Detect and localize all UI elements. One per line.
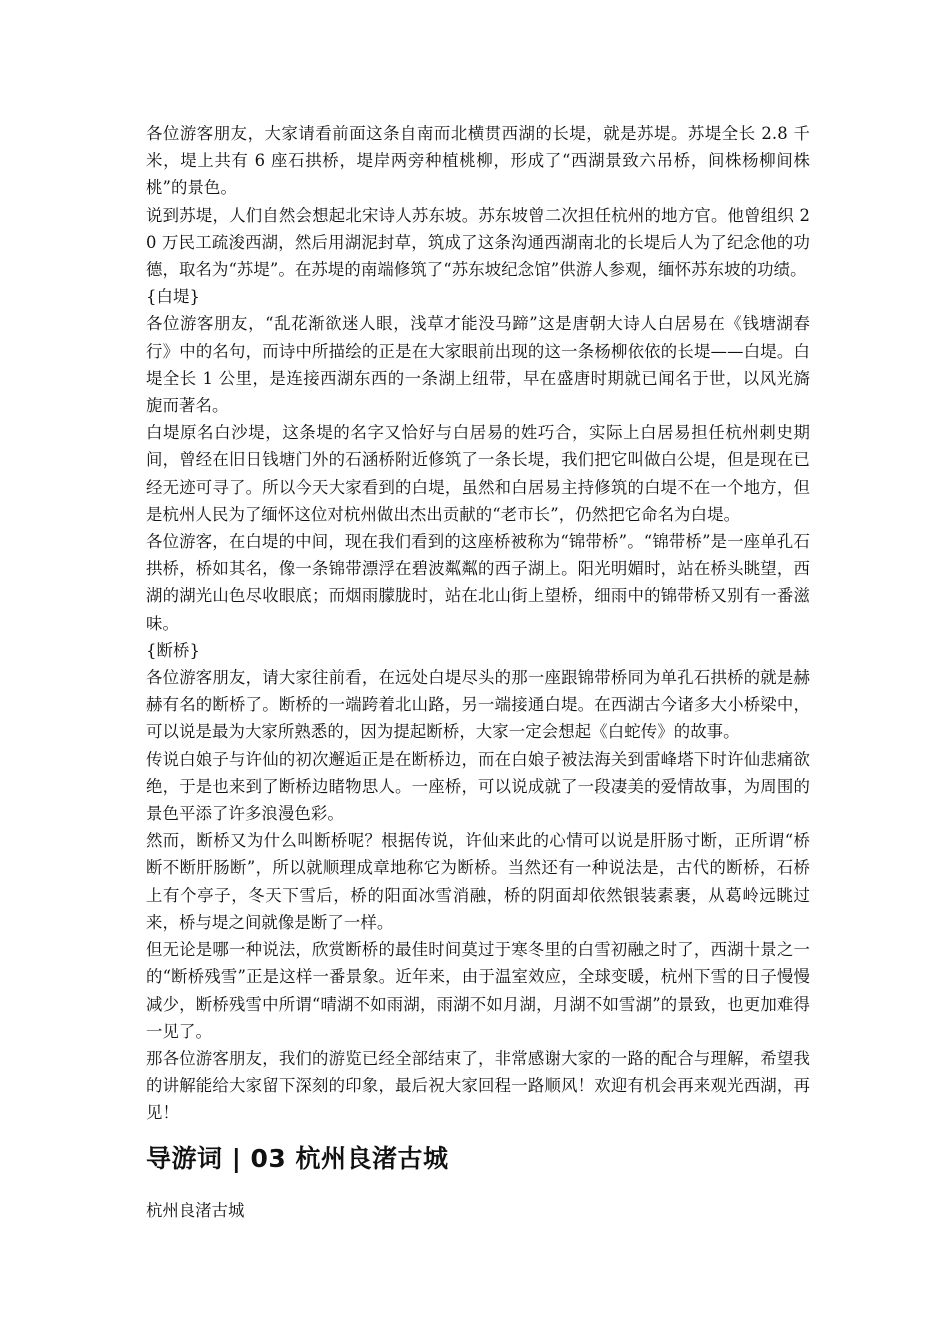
- paragraph-jindai-bridge: 各位游客，在白堤的中间，现在我们看到的这座桥被称为“锦带桥”。“锦带桥”是一座单孔石拱桥，桥如其名，像一条锦带漂浮在碧波粼粼的西子湖上。阳光明媚时，站在桥头眺望，西湖的湖光山色尽收眼底；而烟雨朦胧时，站在北山街上望桥，细雨中的锦带桥又别有一番滋味。: [146, 532, 810, 633]
- paragraph-farewell: 那各位游客朋友，我们的游览已经全部结束了，非常感谢大家的一路的配合与理解，希望我的讲解能给大家留下深刻的印象，最后祝大家回程一路顺风！欢迎有机会再来观光西湖，再见！: [146, 1048, 810, 1123]
- paragraph-broken-bridge-snow: 但无论是哪一种说法，欣赏断桥的最佳时间莫过于寒冬里的白雪初融之时了，西湖十景之一的“断桥残雪”正是这样一番景象。近年来，由于温室效应，全球变暖，杭州下雪的日子慢慢减少，断桥残雪中所谓“晴湖不如雨湖，雨湖不如月湖，月湖不如雪湖”的景致，也更加难得一见了。: [146, 940, 810, 1041]
- paragraph-broken-bridge-legend: 传说白娘子与许仙的初次邂逅正是在断桥边，而在白娘子被法海关到雷峰塔下时许仙悲痛欲绝，于是也来到了断桥边睹物思人。一座桥，可以说成就了一段凄美的爱情故事，为周围的景色平添了许多浪漫色彩。: [146, 749, 810, 824]
- paragraph-broken-bridge-name: 然而，断桥又为什么叫断桥呢？根据传说，许仙来此的心情可以说是肝肠寸断，正所谓“桥断不断肝肠断”，所以就顺理成章地称它为断桥。当然还有一种说法是，古代的断桥，石桥上有个亭子，冬天下雪后，桥的阳面冰雪消融，桥的阴面却依然银装素裹，从葛岭远眺过来，桥与堤之间就像是断了一样。: [146, 831, 810, 932]
- paragraph-bai-causeway-intro: 各位游客朋友，“乱花渐欲迷人眼，浅草才能没马蹄”这是唐朝大诗人白居易在《钱塘湖春行》中的名句，而诗中所描绘的正是在大家眼前出现的这一条杨柳依依的长堤——白堤。白堤全长 1 公里，是连接西湖东西的一条湖上纽带，早在盛唐时期就已闻名于世，以风光旖旎而著名。: [146, 314, 810, 416]
- paragraph-su-dongpo: 说到苏堤，人们自然会想起北宋诗人苏东坡。苏东坡曾二次担任杭州的地方官。他曾组织 20 万民工疏浚西湖，然后用湖泥封草，筑成了这条沟通西湖南北的长堤后人为了纪念他的功德，取名为“苏堤”。在苏堤的南端修筑了“苏东坡纪念馆”供游人参观，缅怀苏东坡的功绩。: [146, 205, 810, 280]
- section-subtitle: 杭州良渚古城: [146, 1200, 245, 1220]
- document-page: [146, 120, 810, 1224]
- section-label-bai-causeway: {白堤}: [146, 287, 201, 307]
- paragraph-broken-bridge-intro: 各位游客朋友，请大家往前看，在远处白堤尽头的那一座跟锦带桥同为单孔石拱桥的就是赫赫有名的断桥了。断桥的一端跨着北山路，另一端接通白堤。在西湖古今诸多大小桥梁中，可以说是最为大家所熟悉的，因为提起断桥，大家一定会想起《白蛇传》的故事。: [146, 668, 810, 742]
- paragraph-bai-causeway-name: 白堤原名白沙堤，这条堤的名字又恰好与白居易的姓巧合，实际上白居易担任杭州刺史期间，曾经在旧日钱塘门外的石涵桥附近修筑了一条长堤，我们把它叫做白公堤，但是现在已经无迹可寻了。所以今天大家看到的白堤，虽然和白居易主持修筑的白堤不在一个地方，但是杭州人民为了缅怀这位对杭州做出杰出贡献的“老市长”，仍然把它命名为白堤。: [146, 423, 810, 524]
- paragraph-su-causeway-intro: 各位游客朋友，大家请看前面这条自南而北横贯西湖的长堤，就是苏堤。苏堤全长 2.8 千米，堤上共有 6 座石拱桥，堤岸两旁种植桃柳，形成了“西湖景致六吊桥，间株杨柳间株桃”的景色。: [146, 124, 810, 198]
- section-label-broken-bridge: {断桥}: [146, 640, 201, 660]
- section-heading: 导游词 | 03 杭州良渚古城: [146, 1143, 449, 1173]
